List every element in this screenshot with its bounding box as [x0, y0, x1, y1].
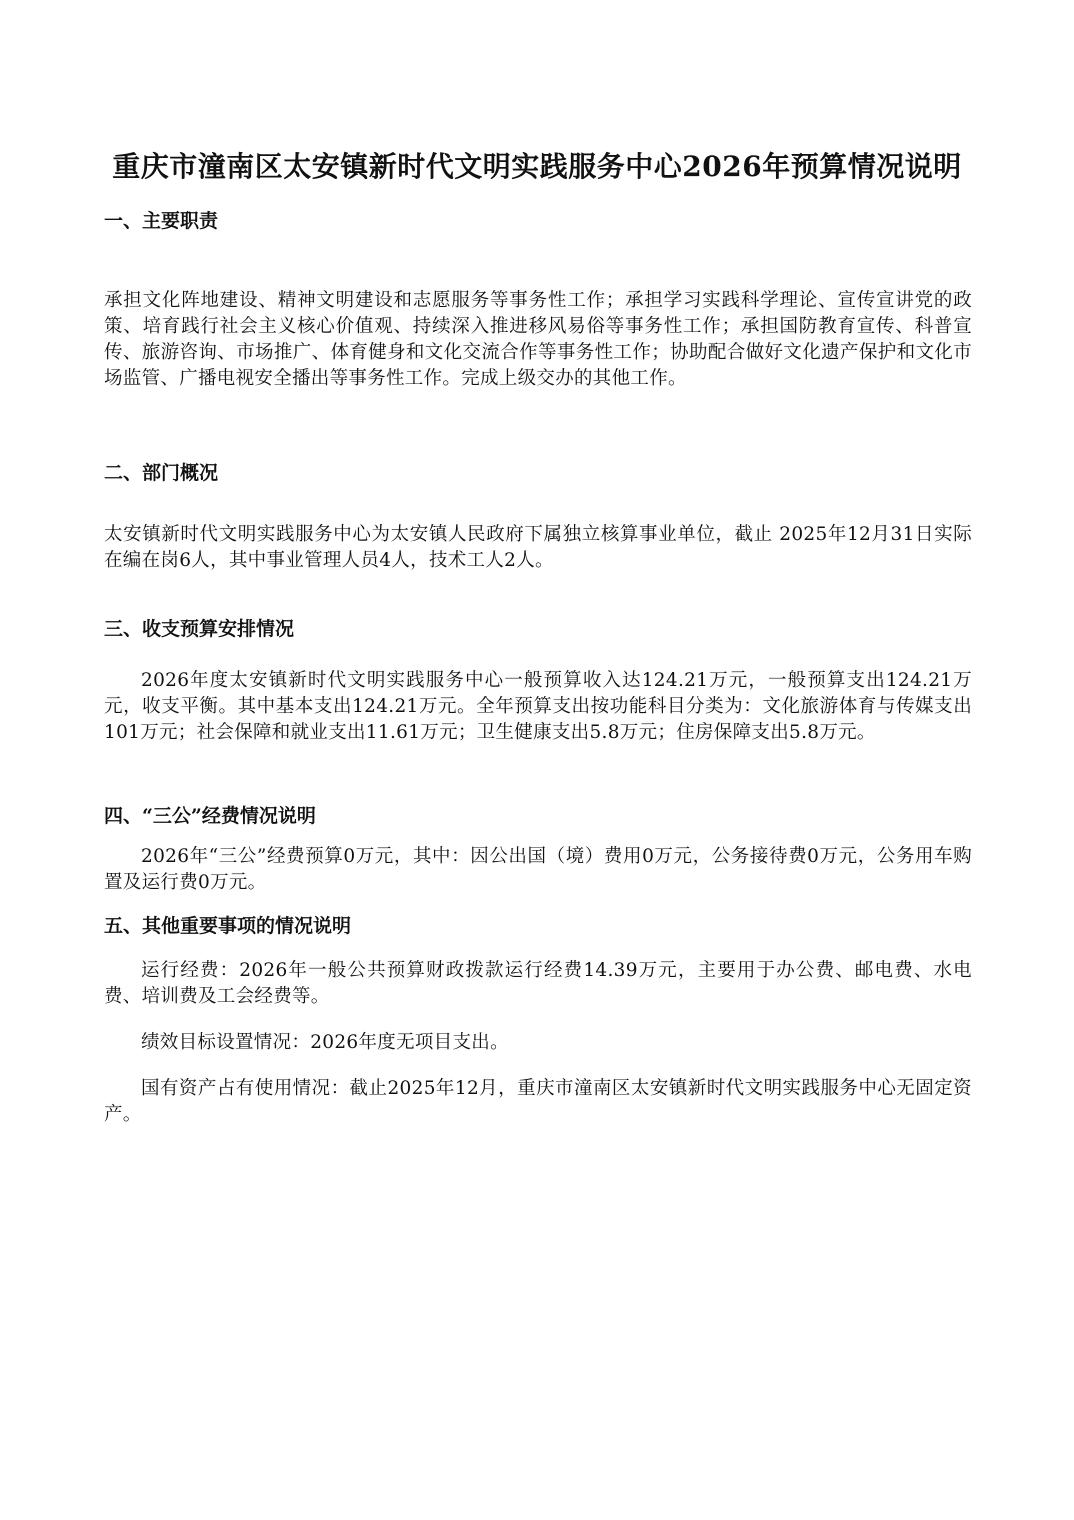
section-heading-three-public-expenses: 四、“三公”经费情况说明 [104, 805, 316, 827]
state-assets-paragraph: 国有资产占有使用情况：截止2025年12月，重庆市潼南区太安镇新时代文明实践服务中心无固定资产。 [104, 1078, 972, 1125]
budget-arrangement-paragraph: 2026年度太安镇新时代文明实践服务中心一般预算收入达124.21万元，一般预算支出124.21万元，收支平衡。其中基本支出124.21万元。全年预算支出按功能科目分类为：文化旅游体育与传媒支出101万元；社会保障和就业支出11.61万元；卫生健康支出5.8万元；住房保障支出5.8万元。 [104, 670, 972, 743]
document-title: 重庆市潼南区太安镇新时代文明实践服务中心2026年预算情况说明 [112, 150, 962, 183]
section-heading-budget-arrangement: 三、收支预算安排情况 [104, 618, 295, 640]
operating-expenses-paragraph: 运行经费：2026年一般公共预算财政拨款运行经费14.39万元，主要用于办公费、邮电费、水电费、培训费及工会经费等。 [104, 960, 972, 1007]
performance-goals-paragraph: 绩效目标设置情况：2026年度无项目支出。 [141, 1032, 509, 1053]
section-heading-other-matters: 五、其他重要事项的情况说明 [104, 915, 352, 937]
three-public-expenses-paragraph: 2026年“三公”经费预算0万元，其中：因公出国（境）费用0万元，公务接待费0万元，公务用车购置及运行费0万元。 [104, 846, 972, 893]
department-overview-paragraph: 太安镇新时代文明实践服务中心为太安镇人民政府下属独立核算事业单位，截止 2025年12月31日实际在编在岗6人，其中事业管理人员4人，技术工人2人。 [104, 524, 972, 571]
section-heading-responsibilities: 一、主要职责 [104, 210, 219, 232]
section-heading-department-overview: 二、部门概况 [104, 462, 219, 484]
responsibilities-paragraph: 承担文化阵地建设、精神文明建设和志愿服务等事务性工作；承担学习实践科学理论、宣传宣讲党的政策、培育践行社会主义核心价值观、持续深入推进移风易俗等事务性工作；承担国防教育宣传、科普宣传、旅游咨询、市场推广、体育健身和文化交流合作等事务性工作；协助配合做好文化遗产保护和文化市场监管、广播电视安全播出等事务性工作。完成上级交办的其他工作。 [104, 290, 972, 389]
